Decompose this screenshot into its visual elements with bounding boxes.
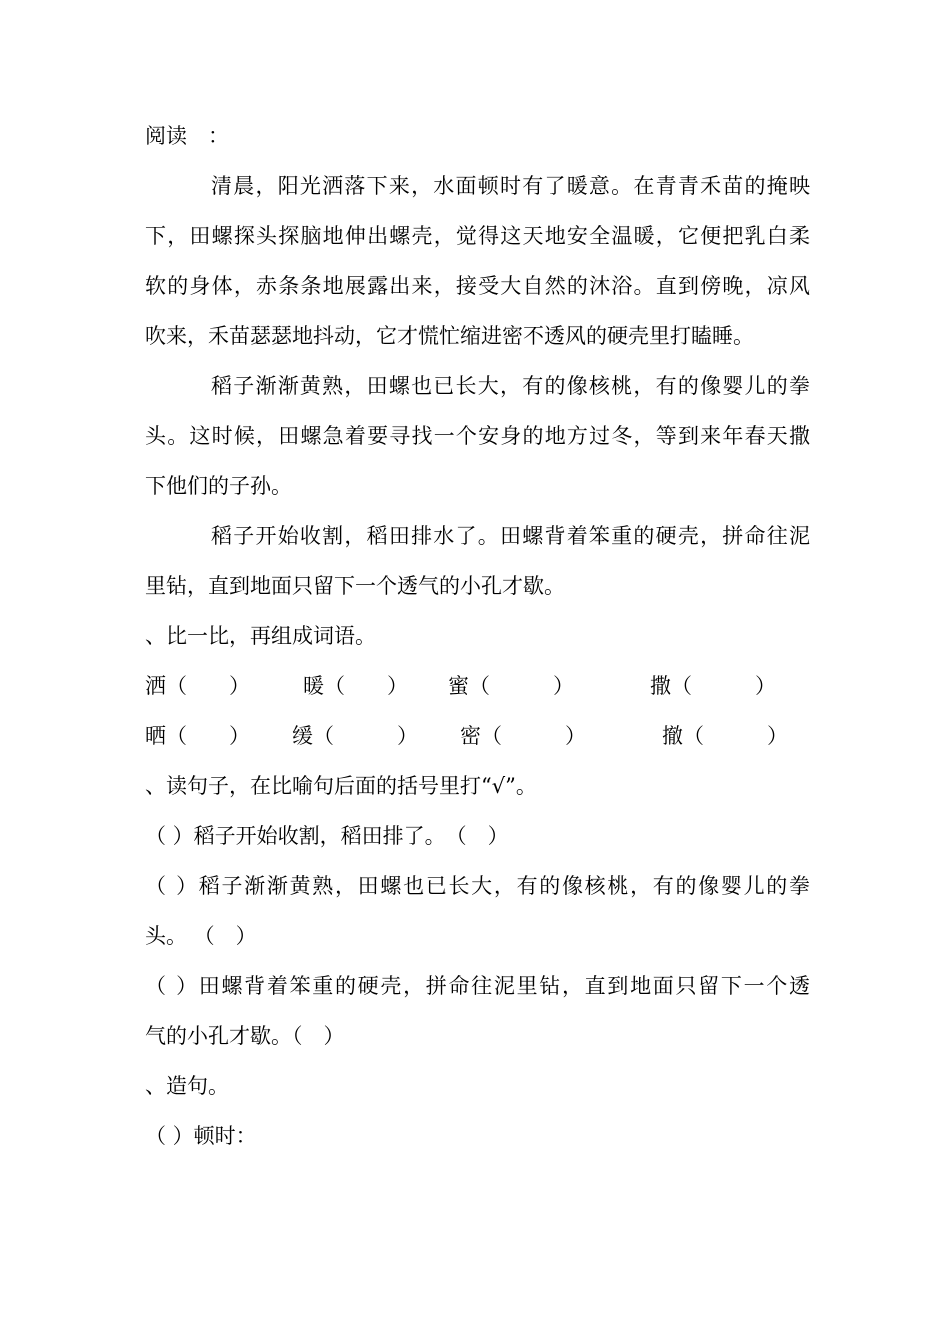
- word-blank: 缓（ ）: [292, 724, 418, 748]
- word-blank: 撒（ ）: [650, 674, 776, 698]
- sentence-item-continued: 气的小孔才歇。（ ）: [145, 1024, 345, 1048]
- passage-line: 下，田螺探头探脑地伸出螺壳，觉得这天地安全温暖，它便把乳白柔: [145, 224, 810, 248]
- word-blank: 蜜（ ）: [448, 674, 574, 698]
- word-blank: 洒（ ）: [145, 674, 250, 698]
- sentence-item: （ ）稻子渐渐黄熟，田螺也已长大，有的像核桃，有的像婴儿的拳: [145, 874, 810, 898]
- passage-line: 软的身体，赤条条地展露出来，接受大自然的沐浴。直到傍晚，凉风: [145, 274, 810, 298]
- word-blank: 暖（ ）: [303, 674, 408, 698]
- word-blank: 晒（ ）: [145, 724, 250, 748]
- sentence-item: （ ）稻子开始收割，稻田排了。 （ ）: [145, 824, 509, 848]
- sentence-item: （ ）田螺背着笨重的硬壳，拼命往泥里钻，直到地面只留下一个透: [145, 974, 810, 998]
- passage-line: 吹来，禾苗瑟瑟地抖动，它才慌忙缩进密不透风的硬壳里打瞌睡。: [145, 324, 754, 348]
- question-3-title: 、造句。: [145, 1074, 229, 1098]
- question-1-title: 、比一比，再组成词语。: [145, 624, 376, 648]
- word-blank: 撤（ ）: [662, 724, 788, 748]
- sentence-item-continued: 头。 （ ）: [145, 924, 257, 948]
- question-2-title: 、读句子，在比喻句后面的括号里打“√”。: [145, 774, 537, 798]
- heading-reading: 阅读 ：: [145, 124, 229, 148]
- passage-line: 里钻，直到地面只留下一个透气的小孔才歇。: [145, 574, 565, 598]
- passage-line: 稻子开始收割，稻田排水了。田螺背着笨重的硬壳，拼命往泥: [211, 524, 810, 548]
- passage-line: 稻子渐渐黄熟，田螺也已长大，有的像核桃，有的像婴儿的拳: [211, 374, 810, 398]
- passage-line: 下他们的子孙。: [145, 474, 292, 498]
- word-blank: 密（ ）: [460, 724, 586, 748]
- passage-line: 头。这时候，田螺急着要寻找一个安身的地方过冬，等到来年春天撒: [145, 424, 810, 448]
- sentence-prompt: （ ）顿时：: [145, 1124, 257, 1148]
- passage-line: 清晨，阳光洒落下来，水面顿时有了暖意。在青青禾苗的掩映: [211, 174, 810, 198]
